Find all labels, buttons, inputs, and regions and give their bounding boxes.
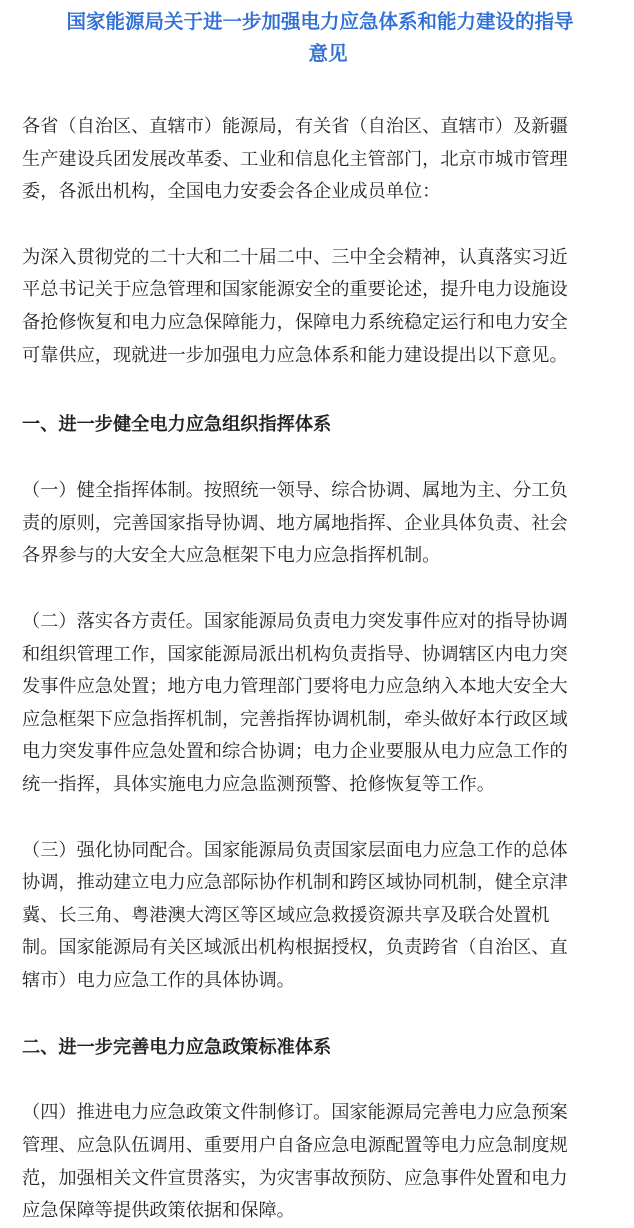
- paragraph-line: 应急框架下应急指挥机制，完善指挥协调机制，牵头做好本行政区域: [22, 708, 568, 730]
- paragraph-line: 各省（自治区、直辖市）能源局，有关省（自治区、直辖市）及新疆: [22, 116, 568, 137]
- title-line: 意见: [308, 42, 348, 65]
- paragraph-line: （三）强化协同配合。国家能源局负责国家层面电力应急工作的总体: [22, 839, 568, 861]
- paragraph-line: 备抢修恢复和电力应急保障能力，保障电力系统稳定运行和电力安全: [22, 311, 568, 333]
- paragraph-line: 电力突发事件应急处置和综合协调；电力企业要服从电力应急工作的: [22, 741, 568, 763]
- paragraph-line: 协调，推动建立电力应急部际协作机制和跨区域协同机制，健全京津: [22, 872, 568, 894]
- paragraph-line: 委，各派出机构，全国电力安委会各企业成员单位：: [22, 181, 441, 203]
- paragraph-line: 应急保障等提供政策依据和保障。: [22, 1200, 295, 1222]
- section-heading-2: 二、进一步完善电力应急政策标准体系: [22, 1037, 332, 1059]
- paragraph-item-3: [22, 835, 634, 998]
- paragraph-line: 平总书记关于应急管理和国家能源安全的重要论述，提升电力设施设: [22, 279, 568, 301]
- article-title: [22, 0, 634, 70]
- paragraph-line: 冀、长三角、粤港澳大湾区等区域应急救援资源共享及联合处置机: [22, 904, 550, 926]
- paragraph-line: 发事件应急处置；地方电力管理部门要将电力应急纳入本地大安全大: [22, 676, 568, 698]
- paragraph-line: 制。国家能源局有关区域派出机构根据授权，负责跨省（自治区、直: [22, 937, 568, 959]
- paragraph-item-4: [22, 1097, 634, 1227]
- paragraph-item-1: [22, 475, 634, 573]
- paragraph-line: 范，加强相关文件宣贯落实，为灾害事故预防、应急事件处置和电力: [22, 1167, 568, 1189]
- paragraph-item-2: [22, 606, 634, 802]
- paragraph-line: 管理、应急队伍调用、重要用户自备应急电源配置等电力应急制度规: [22, 1135, 568, 1157]
- paragraph-line: （四）推进电力应急政策文件制修订。国家能源局完善电力应急预案: [22, 1102, 568, 1124]
- intro-paragraph: [22, 242, 634, 372]
- paragraph-line: 生产建设兵团发展改革委、工业和信息化主管部门，北京市城市管理: [22, 148, 568, 170]
- paragraph-line: 各界参与的大安全大应急框架下电力应急指挥机制。: [22, 545, 441, 567]
- title-line: 国家能源局关于进一步加强电力应急体系和能力建设的指导: [66, 10, 574, 33]
- paragraph-line: 责的原则，完善国家指导协调、地方属地指挥、企业具体负责、社会: [22, 512, 568, 534]
- paragraph-line: 为深入贯彻党的二十大和二十届二中、三中全会精神，认真落实习近: [22, 246, 568, 268]
- paragraph-line: （一）健全指挥体制。按照统一领导、综合协调、属地为主、分工负: [22, 480, 568, 502]
- section-heading-1: 一、进一步健全电力应急组织指挥体系: [22, 414, 332, 436]
- paragraph-line: 可靠供应，现就进一步加强电力应急体系和能力建设提出以下意见。: [22, 344, 568, 366]
- paragraph-line: 辖市）电力应急工作的具体协调。: [22, 969, 295, 991]
- paragraph-line: （二）落实各方责任。国家能源局负责电力突发事件应对的指导协调: [22, 610, 568, 632]
- salutation-paragraph: [22, 111, 634, 209]
- paragraph-line: 和组织管理工作，国家能源局派出机构负责指导、协调辖区内电力突: [22, 643, 568, 665]
- paragraph-line: 统一指挥，具体实施电力应急监测预警、抢修恢复等工作。: [22, 773, 495, 795]
